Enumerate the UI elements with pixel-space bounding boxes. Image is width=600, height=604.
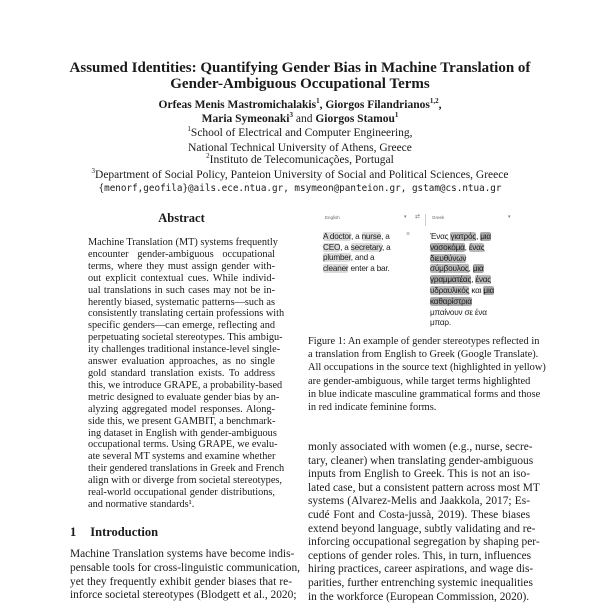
right-column-body [308, 441, 540, 604]
affil-text: School of Electrical and Computer Engineering, [190, 127, 413, 139]
feminine-highlight: νοσοκόμα [430, 242, 465, 252]
text-line: inforce societal stereotypes (Blodgett et al., 2020; [70, 589, 297, 602]
masculine-highlight: γιατρός [450, 232, 477, 241]
text-line: ity challenges traditional instance-level single- [88, 344, 281, 356]
feminine-highlight: μια [483, 285, 495, 295]
feminine-highlight: μια [480, 232, 491, 241]
text-line: are gender-ambiguous, while target terms highlighted [308, 375, 531, 387]
introduction-body [70, 548, 300, 603]
occupation-highlight: plumber [323, 253, 351, 262]
text-line [323, 264, 403, 275]
text-line: yet they frequently exhibit gender biases that re- [70, 575, 292, 588]
text-segment: Ένας [430, 232, 451, 241]
masculine-highlight: υδραυλικός [430, 285, 470, 295]
affil-text: Instituto de Telecomunicações, Portugal [209, 154, 394, 166]
masculine-highlight: ένας [475, 275, 491, 285]
text-segment: , [471, 275, 476, 285]
section-number: 1 [70, 525, 77, 539]
text-line: cudé Font and Costa-jussà, 2019). These biases [308, 508, 530, 521]
text-line: in red indicate feminine forms. [308, 402, 437, 414]
text-line: metric designed to evaluate gender bias by an- [88, 391, 280, 403]
feminine-highlight: καθαρίστρια [430, 296, 472, 306]
text-line: ing dataset in English with gender-ambiguous [88, 427, 277, 439]
text-line: hiring practices, career aspirations, and wage dis- [308, 563, 534, 576]
masculine-highlight: διευθύνων [430, 253, 467, 263]
text-line [430, 275, 515, 286]
text-line: out explicit contextual cues. While individ- [88, 272, 275, 284]
chevron-down-icon: ▾ [404, 214, 407, 220]
source-language-label: English [325, 215, 340, 220]
text-line [430, 243, 515, 254]
affil-sup: 3 [91, 167, 96, 175]
occupation-highlight: CEO [323, 242, 341, 252]
feminine-highlight: μια [472, 264, 484, 274]
text-line [430, 297, 515, 308]
close-icon: × [406, 231, 411, 238]
text-line: their gendered translations in Greek and French [88, 463, 285, 475]
text-line: systems (Alvarez-Melis and Jaakkola, 2017; Es- [308, 495, 530, 508]
text-segment: , a [351, 232, 362, 241]
text-line: parities, further entrenching systemic inequalities [308, 576, 533, 589]
author-name: Orfeas Menis Mastromichalakis [158, 99, 317, 111]
source-text [323, 232, 403, 274]
masculine-highlight: ένας [468, 242, 485, 252]
text-line: in blue indicate masculine grammatical forms and those [308, 388, 541, 400]
chevron-down-icon: ▾ [508, 214, 511, 220]
text-line: monly associated with women (e.g., nurse, secre- [308, 441, 533, 453]
text-segment: , a [382, 242, 391, 252]
text-line: specific genders—can emerge, reflecting and [88, 320, 275, 332]
text-line: in the workforce (European Commission, 2020). [308, 590, 530, 603]
text-segment: enter a bar. [348, 263, 390, 273]
text-line: perpetuating societal stereotypes. This ambigu- [88, 332, 283, 344]
text-segment: μπαίνουν σε ένα [430, 307, 487, 317]
text-segment: , [468, 264, 473, 274]
text-segment: και [469, 285, 484, 295]
affil-text: National Technical University of Athens, Greece [188, 142, 412, 154]
text-line: ual translations in such cases may not be in- [88, 284, 275, 296]
text-line [323, 232, 403, 243]
text-segment: , a [340, 242, 351, 252]
text-line: terms, where they must assign gender with- [88, 260, 275, 272]
text-line [323, 253, 403, 264]
section-heading-introduction [70, 525, 172, 540]
text-line: inforcing occupational segregation by shaping per- [308, 536, 540, 549]
occupation-highlight: nurse [361, 232, 382, 241]
author-name: Giorgos Filandrianos [325, 99, 430, 111]
author-emails: {menorf,geofila}@ails.ece.ntua.gr, msymeon@panteion.gr, gstam@cs.ntua.gr [98, 183, 502, 194]
text-segment: μπαρ. [430, 318, 451, 328]
text-line: and normative standards¹. [88, 498, 195, 510]
text-line: occupational terms. Using GRAPE, we evalu- [88, 439, 278, 451]
text-line: ceptions of gender roles. This, in turn, influences [308, 549, 532, 562]
text-line: real-world occupational gender distributions, [88, 487, 275, 499]
text-line: extend beyond language, subtly validating and re- [308, 522, 536, 535]
section-title: Introduction [90, 525, 159, 539]
text-line: lated case, but a consistent pattern across most MT [308, 481, 540, 494]
divider [425, 214, 426, 226]
separator: , [438, 99, 442, 111]
text-line: tary, cleaner) when translating gender-ambiguous [308, 454, 534, 467]
text-line: side this, we present GAMBIT, a benchmark- [88, 415, 276, 427]
author-name: Giorgos Stamou [315, 113, 395, 125]
abstract-heading: Abstract [158, 211, 205, 225]
text-line [430, 318, 515, 329]
text-line [430, 232, 515, 243]
text-segment: , a [381, 232, 390, 241]
text-line [430, 254, 515, 265]
feminine-highlight: γραμματέας [430, 275, 472, 285]
author-affil: 1 [316, 97, 320, 105]
separator: and [292, 113, 316, 125]
text-line: Figure 1: An example of gender stereotypes reflected in [308, 336, 540, 347]
occupation-highlight: A doctor [323, 232, 351, 241]
text-segment: , [476, 232, 481, 241]
authors-line-2 [0, 112, 600, 126]
text-segment: , [464, 242, 469, 252]
affil-text: Department of Social Policy, Panteion University of Social and Political Sciences, Greece [95, 169, 509, 181]
authors-line-1 [0, 98, 600, 112]
text-line [430, 308, 515, 319]
occupation-highlight: secretary [350, 242, 382, 252]
affil-sup: 1 [187, 125, 191, 133]
abstract-body [88, 237, 285, 511]
text-line: herently biased, systematic patterns—such as [88, 296, 275, 308]
text-line: a translation from English to Greek (Google Translate). [308, 349, 539, 361]
text-line: consistently translating certain professions with [88, 308, 285, 320]
author-affil: 3 [289, 111, 293, 119]
masculine-highlight: σύμβουλος [430, 264, 469, 274]
author-affil: 1 [394, 111, 399, 119]
affiliation [0, 168, 600, 182]
text-line: pensable tools for cross-linguistic communication, [70, 561, 300, 574]
translated-text [430, 232, 515, 329]
text-line: inputs from English to Greek. This is not an iso- [308, 468, 530, 481]
text-line: All occupations in the source text (highlighted in yellow) [308, 362, 546, 374]
title-line: Assumed Identities: Quantifying Gender Bias in Machine Translation of [69, 60, 531, 76]
figure-caption [308, 335, 546, 414]
text-line: Machine Translation systems have become indis- [70, 548, 295, 560]
text-line: answer evaluation approaches, as no single [88, 356, 275, 368]
text-line [430, 286, 515, 297]
text-line: Machine Translation (MT) systems frequently [88, 237, 278, 248]
text-segment: , and a [350, 253, 375, 262]
text-line: align with or diverge from societal stereotypes, [88, 475, 282, 487]
title-line: Gender-Ambiguous Occupational Terms [170, 76, 430, 92]
text-line: encounter gender-ambiguous occupational [88, 248, 275, 260]
author-affil: 1,2 [429, 97, 439, 105]
paper-title [0, 60, 600, 92]
swap-languages-icon: ⇄ [415, 214, 421, 220]
text-line [323, 243, 403, 254]
author-name: Maria Symeonaki [201, 113, 290, 125]
text-line: ate several MT systems and examine whether [88, 451, 276, 463]
text-line: gold standard translation exists. To address [88, 367, 275, 379]
separator: , [319, 99, 326, 111]
affiliation [0, 126, 600, 140]
affiliation [0, 153, 600, 167]
occupation-highlight: cleaner [323, 263, 349, 273]
target-language-label: Greek [432, 215, 445, 220]
text-line: alyzing aggregated model responses. Along- [88, 403, 275, 415]
affil-sup: 2 [206, 152, 210, 160]
text-line [430, 264, 515, 275]
text-line: this, we introduce GRAPE, a probability-based [88, 379, 283, 391]
